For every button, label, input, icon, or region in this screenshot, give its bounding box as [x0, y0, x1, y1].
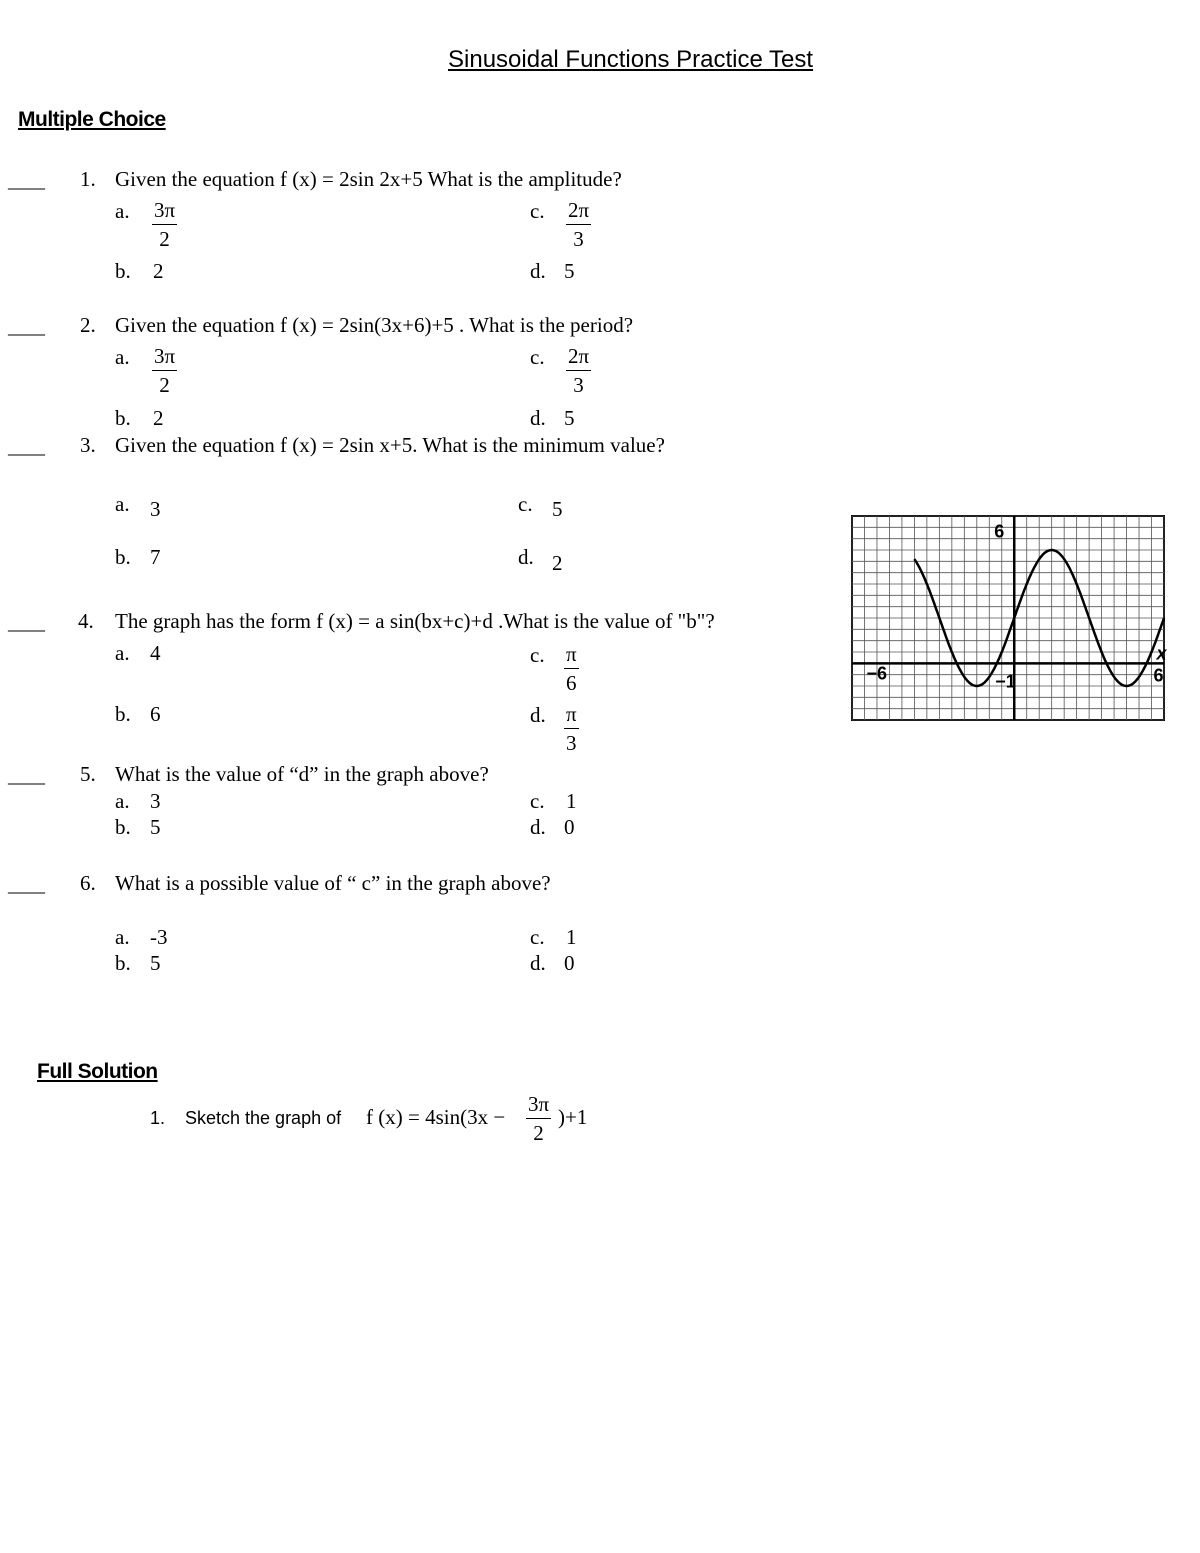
- answer-blank[interactable]: ____: [8, 316, 44, 338]
- option-c-label: c.: [530, 643, 545, 667]
- option-b-value: 6: [150, 702, 161, 726]
- fraction-numerator: 2π: [566, 196, 591, 225]
- option-c-label: c.: [530, 345, 545, 369]
- option-a-fraction: [152, 342, 177, 399]
- x-tick-label-neg1: −1: [995, 671, 1016, 692]
- answer-blank[interactable]: ____: [8, 874, 44, 896]
- option-d-value: 0: [564, 951, 575, 975]
- fraction-numerator: π: [564, 700, 579, 729]
- option-a-label: a.: [115, 199, 130, 223]
- option-a-value: 4: [150, 641, 161, 665]
- fraction-denominator: 3: [573, 373, 584, 397]
- option-a-label: a.: [115, 492, 130, 516]
- option-a-value: -3: [150, 925, 168, 949]
- option-d-value: 0: [564, 815, 575, 839]
- option-c-fraction: [566, 196, 591, 253]
- option-b-value: 2: [153, 406, 164, 430]
- option-a-label: a.: [115, 345, 130, 369]
- item-text: Sketch the graph of: [185, 1108, 342, 1128]
- option-b-value: 7: [150, 545, 161, 569]
- option-a-value: 3: [150, 789, 161, 813]
- option-d-label: d.: [518, 545, 534, 569]
- question-text: The graph has the form f (x) = a sin(bx+c)+d .What is the value of "b"?: [115, 609, 715, 633]
- question-number: 4.: [78, 609, 94, 633]
- option-b-label: b.: [115, 545, 131, 569]
- section-heading-multiple-choice: Multiple Choice: [18, 108, 166, 131]
- option-c-value: 1: [566, 925, 577, 949]
- question-text: What is a possible value of “ c” in the graph above?: [115, 871, 551, 895]
- option-b-label: b.: [115, 259, 131, 283]
- option-b-label: b.: [115, 406, 131, 430]
- question-text: Given the equation f (x) = 2sin 2x+5 What is the amplitude?: [115, 167, 622, 191]
- option-c-value: 1: [566, 789, 577, 813]
- option-b-label: b.: [115, 951, 131, 975]
- fraction-numerator: 2π: [566, 342, 591, 371]
- fraction-denominator: 2: [533, 1121, 544, 1145]
- sinusoid-graph: [838, 508, 1178, 728]
- option-b-label: b.: [115, 702, 131, 726]
- question-number: 6.: [80, 871, 96, 895]
- option-d-label: d.: [530, 815, 546, 839]
- option-a-value: 3: [150, 497, 161, 521]
- option-c-label: c.: [530, 199, 545, 223]
- formula-right: )+1: [558, 1105, 588, 1129]
- option-d-fraction: [564, 700, 579, 757]
- formula-left: f (x) = 4sin(3x −: [366, 1105, 506, 1129]
- option-b-value: 2: [153, 259, 164, 283]
- fraction-denominator: 6: [566, 671, 577, 695]
- question-number: 3.: [80, 433, 96, 457]
- option-b-value: 5: [150, 815, 161, 839]
- fraction-numerator: π: [564, 640, 579, 669]
- fraction-denominator: 2: [159, 373, 170, 397]
- option-b-value: 5: [150, 951, 161, 975]
- page-title: Sinusoidal Functions Practice Test: [448, 46, 814, 73]
- option-d-label: d.: [530, 406, 546, 430]
- option-a-label: a.: [115, 641, 130, 665]
- fraction-numerator: 3π: [152, 196, 177, 225]
- question-text: Given the equation f (x) = 2sin x+5. What is the minimum value?: [115, 433, 665, 457]
- fraction-numerator: 3π: [152, 342, 177, 371]
- answer-blank[interactable]: ____: [8, 612, 44, 634]
- fraction-denominator: 2: [159, 227, 170, 251]
- answer-blank[interactable]: ____: [8, 170, 44, 192]
- x-tick-label-6: 6: [1153, 665, 1164, 686]
- option-d-value: 2: [552, 551, 563, 575]
- fraction-numerator: 3π: [526, 1090, 551, 1119]
- answer-blank[interactable]: ____: [8, 765, 44, 787]
- y-tick-label-6: 6: [994, 521, 1005, 542]
- fraction-denominator: 3: [566, 731, 577, 755]
- option-d-label: d.: [530, 951, 546, 975]
- option-c-label: c.: [530, 789, 545, 813]
- option-b-label: b.: [115, 815, 131, 839]
- option-c-value: 5: [552, 497, 563, 521]
- option-a-label: a.: [115, 925, 130, 949]
- question-number: 2.: [80, 313, 96, 337]
- fraction-denominator: 3: [573, 227, 584, 251]
- option-c-fraction: [564, 640, 579, 697]
- item-number: 1.: [150, 1108, 166, 1128]
- x-tick-label-neg6: −6: [866, 663, 888, 684]
- question-text: What is the value of “d” in the graph above?: [115, 762, 489, 786]
- option-a-label: a.: [115, 789, 130, 813]
- option-c-label: c.: [518, 492, 533, 516]
- option-d-label: d.: [530, 259, 546, 283]
- option-d-value: 5: [564, 406, 575, 430]
- answer-blank[interactable]: ____: [8, 436, 44, 458]
- option-d-value: 5: [564, 259, 575, 283]
- option-c-fraction: [566, 342, 591, 399]
- question-number: 1.: [80, 167, 96, 191]
- option-a-fraction: [152, 196, 177, 253]
- option-d-label: d.: [530, 703, 546, 727]
- option-c-label: c.: [530, 925, 545, 949]
- question-number: 5.: [80, 762, 96, 786]
- formula-fraction: [526, 1090, 551, 1147]
- x-axis-label: x: [1156, 643, 1167, 664]
- question-text: Given the equation f (x) = 2sin(3x+6)+5 . What is the period?: [115, 313, 634, 337]
- section-heading-full-solution: Full Solution: [37, 1060, 158, 1083]
